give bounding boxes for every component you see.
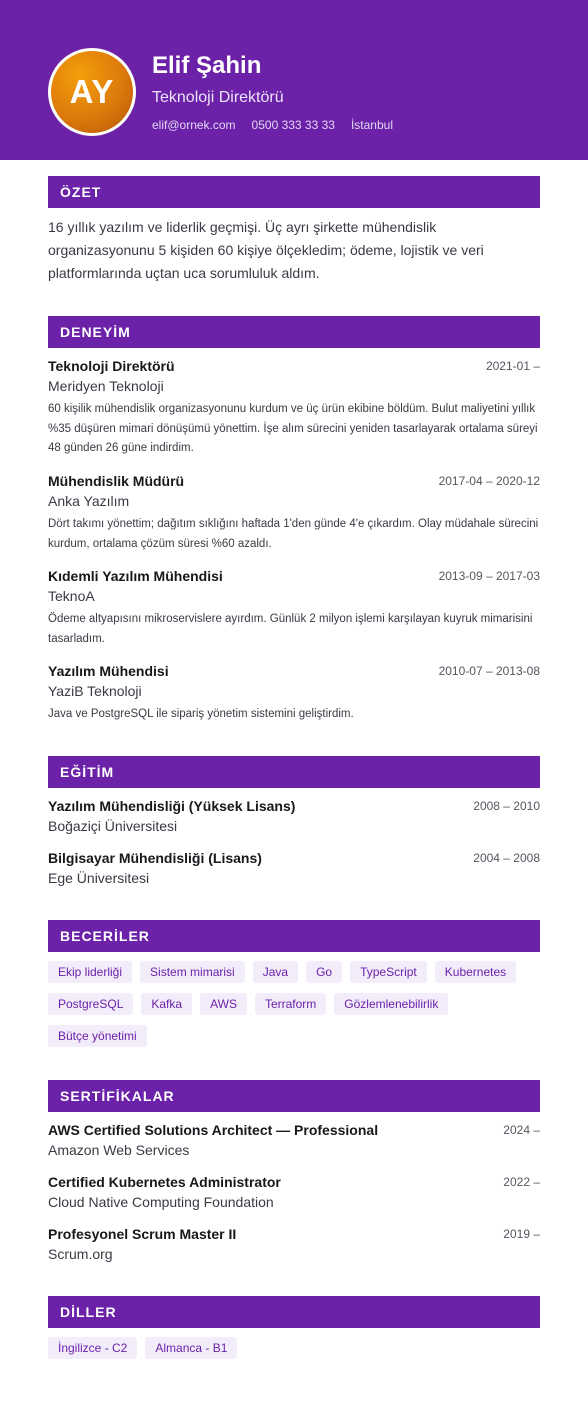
contact-city: İstanbul: [350, 118, 393, 132]
certification-item: [48, 1120, 540, 1160]
contact-phone[interactable]: 0500 333 33 33: [251, 118, 335, 132]
job-description: Java ve PostgreSQL ile sipariş yönetim sistemini geliştirdim.: [48, 708, 354, 720]
skill-tag: PostgreSQL: [48, 993, 133, 1015]
avatar-initials: AY: [69, 73, 115, 110]
job-dates: 2010-07 – 2013-08: [438, 664, 540, 678]
experience-item: [48, 566, 540, 649]
job-dates: 2013-09 – 2017-03: [438, 569, 540, 583]
skill-tag: Terraform: [255, 993, 326, 1015]
experience-item: [48, 356, 540, 459]
cert-issuer: Amazon Web Services: [48, 1142, 190, 1158]
edu-school: Ege Üniversitesi: [48, 870, 150, 886]
skill-tag: AWS: [200, 993, 247, 1015]
cert-dates: 2022 –: [503, 1175, 540, 1189]
experience-item: [48, 661, 540, 725]
certification-item: [48, 1172, 540, 1212]
contact-info: [152, 118, 393, 132]
cert-name: Certified Kubernetes Administrator: [48, 1174, 281, 1190]
job-role: Teknoloji Direktörü: [48, 358, 175, 374]
skill-tag: Gözlemlenebilirlik: [334, 993, 448, 1015]
job-role: Mühendislik Müdürü: [48, 473, 185, 489]
job-description: Dört takımı yönettim; dağıtım sıklığını haftada 1'den günde 4'e çıkardım. Olay müdahale sürecini kurdum, ortalama çözüm süresi %60 azaldı.: [48, 518, 539, 550]
skill-tag: Java: [253, 961, 298, 983]
edu-school: Boğaziçi Üniversitesi: [48, 818, 178, 834]
language-tag: İngilizce - C2: [48, 1337, 137, 1359]
section-heading-skills: BECERİLER: [48, 920, 540, 952]
section-heading-education: EĞİTİM: [48, 756, 540, 788]
skill-tag: TypeScript: [350, 961, 427, 983]
languages-list: [48, 1337, 548, 1359]
skill-tag: Sistem mimarisi: [140, 961, 245, 983]
summary-text: 16 yıllık yazılım ve liderlik geçmişi. Üç ayrı şirkette mühendislik organizasyonunu 5 kişiden 60 kişiye ölçekledim; ödeme, lojistik ve veri platformlarında uçtan uca sorumluluk aldım.: [48, 219, 484, 281]
language-tag: Almanca - B1: [145, 1337, 237, 1359]
job-role: Kıdemli Yazılım Mühendisi: [48, 568, 223, 584]
certification-item: [48, 1224, 540, 1264]
skill-tag: Go: [306, 961, 342, 983]
skills-list: [48, 961, 548, 1047]
job-description: Ödeme altyapısını mikroservislere ayırdım. Günlük 2 milyon işlemi karşılayan kuyruk mimarisini tasarladım.: [48, 613, 533, 645]
cert-name: AWS Certified Solutions Architect — Professional: [48, 1122, 379, 1138]
avatar: [48, 48, 136, 136]
skill-tag: Kafka: [141, 993, 192, 1015]
edu-degree: Yazılım Mühendisliği (Yüksek Lisans): [48, 798, 296, 814]
skill-tag: Bütçe yönetimi: [48, 1025, 147, 1047]
job-role: Yazılım Mühendisi: [48, 663, 169, 679]
skill-tag: Kubernetes: [435, 961, 516, 983]
education-item: [48, 848, 540, 888]
resume-header: [0, 0, 588, 160]
job-company: Anka Yazılım: [48, 493, 130, 509]
contact-email[interactable]: elif@ornek.com: [152, 118, 236, 132]
job-company: YaziB Teknoloji: [48, 683, 142, 699]
job-company: Meridyen Teknoloji: [48, 378, 164, 394]
job-description: 60 kişilik mühendislik organizasyonunu kurdum ve üç ürün ekibine böldüm. Bulut maliyetini yıllık %35 düşüren mimari dönüşümü yönettim. İşe alım sürecini yeniden tasarlayarak ortalama süreyi 48 günden 26 güne indirdim.: [48, 403, 538, 454]
job-dates: 2021-01 –: [485, 359, 540, 373]
skill-tag: Ekip liderliği: [48, 961, 132, 983]
education-item: [48, 796, 540, 836]
job-company: TeknoA: [48, 588, 95, 604]
section-heading-summary: ÖZET: [48, 176, 540, 208]
section-heading-certifications: SERTİFİKALAR: [48, 1080, 540, 1112]
edu-degree: Bilgisayar Mühendisliği (Lisans): [48, 850, 262, 866]
cert-issuer: Scrum.org: [48, 1246, 113, 1262]
cert-dates: 2024 –: [503, 1123, 540, 1137]
experience-item: [48, 471, 540, 554]
edu-dates: 2008 – 2010: [473, 799, 540, 813]
cert-dates: 2019 –: [503, 1227, 540, 1241]
job-dates: 2017-04 – 2020-12: [438, 474, 540, 488]
cert-issuer: Cloud Native Computing Foundation: [48, 1194, 274, 1210]
edu-dates: 2004 – 2008: [473, 851, 540, 865]
cert-name: Profesyonel Scrum Master II: [48, 1226, 237, 1242]
person-title: Teknoloji Direktörü: [152, 89, 284, 106]
section-heading-languages: DİLLER: [48, 1296, 540, 1328]
section-heading-experience: DENEYİM: [48, 316, 540, 348]
person-name: Elif Şahin: [152, 52, 262, 79]
